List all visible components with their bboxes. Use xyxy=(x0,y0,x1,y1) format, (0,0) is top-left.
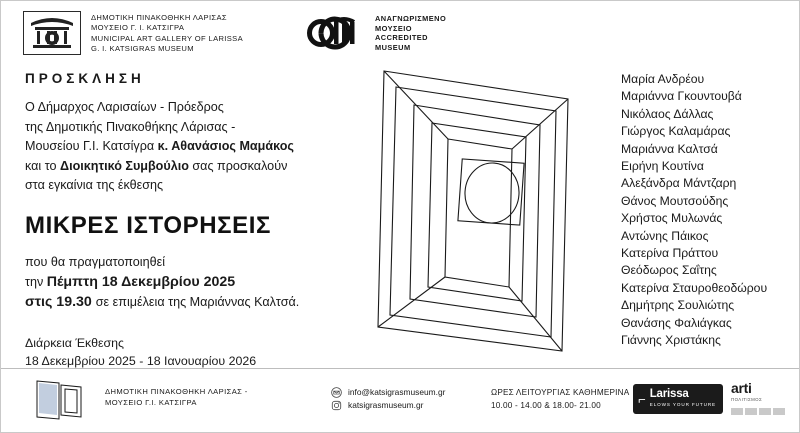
exhibition-title: ΜΙΚΡΕΣ ΙΣΤΟΡΗΣΕΙΣ xyxy=(25,211,272,239)
instagram-icon xyxy=(331,400,342,411)
list-item: Αντώνης Πάικος xyxy=(621,228,709,243)
list-item: Δημήτρης Σουλιώτης xyxy=(621,298,735,313)
accredited-lines xyxy=(375,13,446,52)
list-item: Μαριάννα Καλτσά xyxy=(621,141,718,156)
social-text: katsigrasmuseum.gr xyxy=(348,400,424,410)
list-item: Θεόδωρος Σαΐτης xyxy=(621,263,717,278)
list-item: Γιάννης Χριστάκης xyxy=(621,333,721,348)
card-footer xyxy=(1,368,800,433)
museum-line-4: G. I. KATSIGRAS MUSEUM xyxy=(91,44,194,54)
accredited-line-2: ΜΟΥΣΕΙΟ xyxy=(375,23,412,33)
accredited-line-4: MUSEUM xyxy=(375,42,411,52)
accredited-line-3: ACCREDITED xyxy=(375,33,428,43)
list-item: Νικόλαος Δάλλας xyxy=(621,106,714,121)
invitation-line-4-suffix: σας προσκαλούν xyxy=(188,158,288,173)
list-item: Ειρήνη Κουτίνα xyxy=(621,159,704,174)
accredited-museum-block xyxy=(301,13,446,53)
footer-museum-name xyxy=(105,387,248,408)
eu-funding-strip-icon xyxy=(731,408,785,415)
event-details xyxy=(25,252,365,312)
accredited-museum-icon xyxy=(301,13,363,53)
card-main xyxy=(1,63,800,368)
duration-label: Διάρκεια Έκθεσης xyxy=(25,335,125,350)
realization-line: που θα πραγματοποιηθεί xyxy=(25,254,166,269)
museum-name-lines xyxy=(91,11,243,55)
event-date: Πέμπτη 18 Δεκεμβρίου 2025 xyxy=(46,273,236,290)
curator-line: σε επιμέλεια της Μαριάννας Καλτσά. xyxy=(95,294,300,309)
mayor-name: κ. Αθανάσιος Μαμάκος xyxy=(157,139,294,154)
invitation-line-1: Ο Δήμαρχος Λαρισαίων - Πρόεδρος xyxy=(25,100,224,114)
list-item: Μαρία Ανδρέου xyxy=(621,72,705,86)
museum-line-2: ΜΟΥΣΕΙΟ Γ. Ι. ΚΑΤΣΙΓΡΑ xyxy=(91,23,185,33)
footer-hours-block xyxy=(491,386,629,412)
list-item: Μαριάννα Γκουντουβά xyxy=(621,89,742,104)
email-icon xyxy=(331,387,342,398)
larissa-logo-main: Larissa xyxy=(649,388,689,400)
footer-artwork-icon xyxy=(29,377,91,423)
social-row[interactable] xyxy=(331,399,445,412)
accredited-line-1: ΑΝΑΓΝΩΡΙΣΜΕΝΟ xyxy=(375,14,447,23)
museum-emblem-icon xyxy=(23,11,81,55)
list-item: Αλεξάνδρα Μάντζαρη xyxy=(621,176,737,191)
event-day-line xyxy=(25,272,365,292)
footer-contact-block xyxy=(331,386,445,412)
museum-logo-block xyxy=(1,1,243,55)
board-name: Διοικητικό Συμβούλιο xyxy=(60,158,189,173)
larissa-logo-sub: ELOWS YOUR FUTURE xyxy=(649,402,716,407)
invitation-line-5: στα εγκαίνια της έκθεσης xyxy=(25,178,164,193)
list-item: Θανάσης Φαλιάγκας xyxy=(621,315,732,330)
museum-line-3: MUNICIPAL ART GALLERY OF LARISSA xyxy=(91,33,244,43)
duration-dates: 18 Δεκεμβρίου 2025 - 18 Ιανουαρίου 2026 xyxy=(25,353,257,368)
hours-title: ΩΡΕΣ ΛΕΙΤΟΥΡΓΙΑΣ ΚΑΘΗΜΕΡΙΝΑ xyxy=(491,388,630,397)
footer-logos xyxy=(633,380,785,415)
arti-logo-main: arti xyxy=(731,380,752,396)
event-time: στις 19.30 xyxy=(25,293,96,310)
invitation-line-3-prefix: Μουσείου Γ.Ι. Κατσίγρα xyxy=(25,139,158,154)
arti-logo xyxy=(731,380,785,415)
artist-list xyxy=(621,71,796,350)
invitation-line-2: της Δημοτικής Πινακοθήκης Λάρισας - xyxy=(25,119,236,134)
invitation-kicker: ΠΡΟΣΚΛΗΣΗ xyxy=(25,71,145,86)
footer-museum-line-2: ΜΟΥΣΕΙΟ Γ.Ι. ΚΑΤΣΙΓΡΑ xyxy=(105,397,197,407)
list-item: Χρήστος Μυλωνάς xyxy=(621,211,723,226)
arti-logo-sub: ΠΟΛΙΤΙΣΜΟΣ xyxy=(731,397,763,402)
larissa-logo xyxy=(633,384,723,414)
exhibition-duration xyxy=(25,334,365,370)
list-item: Γιώργος Καλαμάρας xyxy=(621,124,731,139)
email-text: info@katsigrasmuseum.gr xyxy=(348,387,446,397)
footer-museum-line-1: ΔΗΜΟΤΙΚΗ ΠΙΝΑΚΟΘΗΚΗ ΛΑΡΙΣΑΣ - xyxy=(105,387,248,396)
list-item: Κατερίνα Σταυροθεοδώρου xyxy=(621,280,768,295)
larissa-mark-icon: ⌐ xyxy=(638,391,646,407)
invitation-line-4-prefix: και το xyxy=(25,158,61,173)
email-row[interactable] xyxy=(331,386,445,399)
event-time-line xyxy=(25,292,365,312)
invitation-line-4 xyxy=(25,157,365,177)
invitation-text-block xyxy=(25,71,365,370)
event-day-prefix: την xyxy=(25,274,47,289)
museum-line-1: ΔΗΜΟΤΙΚΗ ΠΙΝΑΚΟΘΗΚΗ ΛΑΡΙΣΑΣ xyxy=(91,13,227,22)
invitation-line-3 xyxy=(25,137,365,157)
artwork-illustration xyxy=(356,65,596,365)
hours-value: 10.00 - 14.00 & 18.00- 21.00 xyxy=(491,401,601,410)
list-item: Κατερίνα Πράττου xyxy=(621,246,719,261)
card-header xyxy=(1,1,800,63)
list-item: Θάνος Μουτσούδης xyxy=(621,193,729,208)
